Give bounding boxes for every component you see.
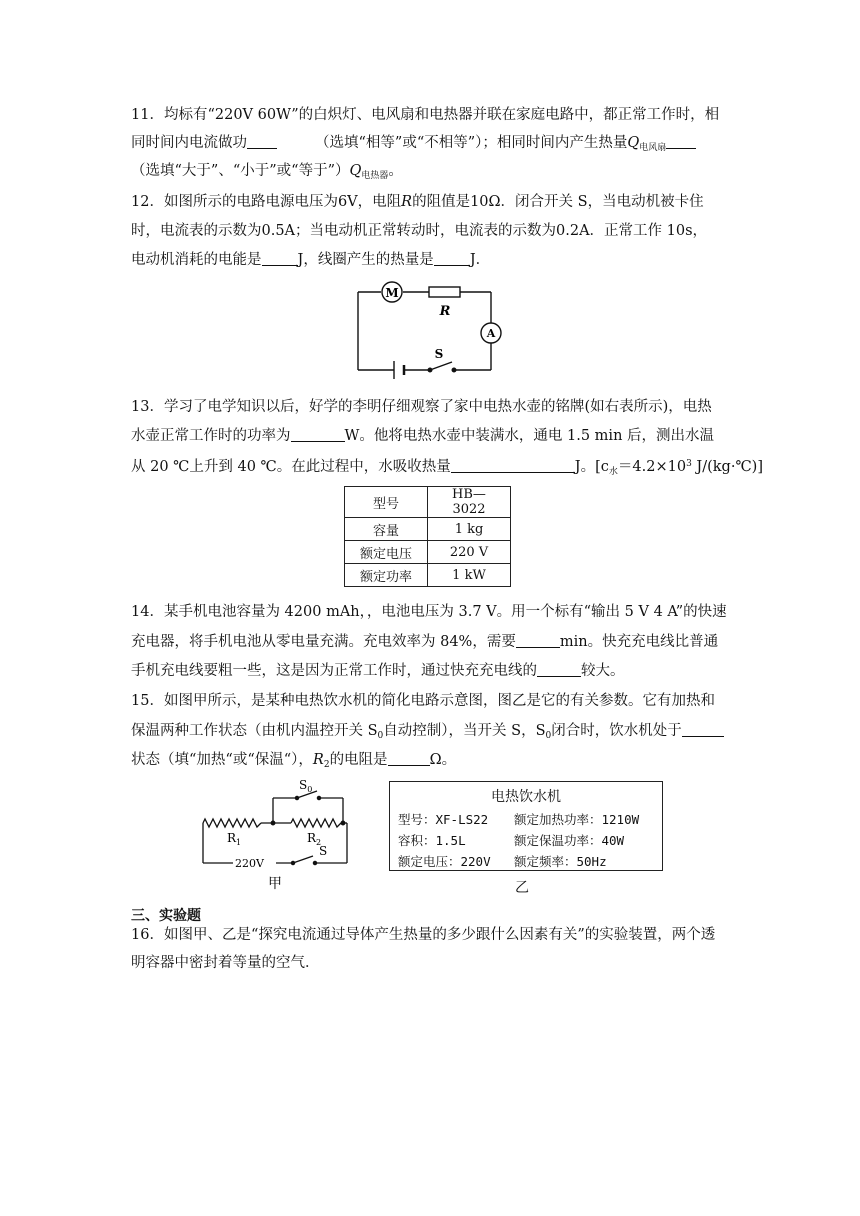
nameplate-row	[398, 831, 662, 849]
s0-subscript: 0	[377, 731, 384, 741]
nameplate-cell: 额定保温功率：40W	[514, 833, 625, 848]
answer-blank[interactable]	[262, 251, 298, 266]
switch-contact	[291, 861, 294, 864]
q15-text: 状态（填“加热“或“保温“），	[131, 752, 313, 768]
q13-text: W。他将电热水壶中装满水，通电 1.5 min 后，测出水温	[344, 428, 715, 444]
nameplate-cell: 额定频率：50Hz	[514, 854, 607, 869]
motor-label: M	[385, 286, 399, 300]
r1-label: $R_1$	[227, 831, 242, 847]
table-row	[345, 487, 511, 518]
q14-line2	[131, 632, 718, 652]
q-symbol: Q	[349, 163, 362, 179]
voltage-label: 220V	[235, 857, 264, 870]
answer-blank[interactable]	[388, 751, 430, 766]
q11-text: （选填“大于”、“小于”或“等于”）	[131, 163, 350, 179]
r-symbol: R	[312, 752, 324, 768]
table-row	[345, 541, 511, 564]
q14-text: 手机充电线要粗一些，这是因为正常工作时，通过快充充电线的	[131, 663, 537, 679]
q12-text: J，线圈产生的热量是	[297, 252, 434, 268]
q14-line1: 14．某手机电池容量为 4200 mAh，，电池电压为 3.7 V。用一个标有“输出 5 V 4 A”的快速	[131, 604, 727, 620]
q13-text: ＝4.2×10	[617, 459, 687, 475]
resistor-r2	[291, 819, 341, 827]
dispenser-circuit-diagram	[195, 776, 355, 892]
q-subscript: 电热器	[361, 171, 389, 181]
kettle-nameplate-table	[344, 486, 511, 587]
table-cell: 型号	[345, 487, 428, 518]
table-cell: HB—3022	[428, 487, 511, 518]
c-subscript: 水	[608, 467, 618, 477]
q15-line3	[131, 750, 456, 775]
q11-text: 。	[388, 163, 403, 179]
q15-text: 自动控制），当开关 S，S	[383, 723, 546, 739]
answer-blank[interactable]	[666, 134, 696, 149]
answer-blank[interactable]	[247, 134, 277, 149]
answer-blank[interactable]	[451, 458, 575, 473]
q11-text: 同时间内电流做功	[131, 135, 247, 151]
q-symbol: Q	[627, 135, 640, 151]
switch-s-blade	[293, 856, 313, 863]
q13-line1: 13．学习了电学知识以后，好学的李明仔细观察了家中电热水壶的铭牌(如右表所示)，电热	[131, 399, 712, 415]
q15-text: 保温两种工作状态（由机内温控开关 S	[131, 723, 378, 739]
q-subscript: 电风扇	[639, 143, 667, 153]
switch-contact	[428, 368, 432, 372]
q11-line3	[131, 161, 403, 186]
section-heading: 三、实验题	[131, 908, 201, 924]
s0-label: $S_0$	[299, 778, 313, 794]
q14-text: 较大。	[581, 663, 625, 679]
table-cell: 1 kg	[428, 518, 511, 541]
answer-blank[interactable]	[682, 722, 724, 737]
answer-blank[interactable]	[537, 662, 581, 677]
table-cell: 1 kW	[428, 564, 511, 587]
q15-text: 的电阻是	[329, 752, 388, 768]
table-row	[345, 518, 511, 541]
r-subscript: 2	[323, 760, 330, 770]
switch-blade	[430, 362, 452, 370]
nameplate-row	[398, 810, 662, 828]
table-cell: 220 V	[428, 541, 511, 564]
junction-dot	[341, 821, 345, 825]
dispenser-nameplate	[389, 781, 663, 871]
q13-text: J/(kg·℃)]	[691, 459, 763, 475]
q13-text: 从 20 ℃上升到 40 ℃。在此过程中，水吸收热量	[131, 459, 451, 475]
answer-blank[interactable]	[434, 251, 470, 266]
switch-contact	[452, 368, 456, 372]
nameplate-title: 电热饮水机	[491, 789, 561, 805]
figure-caption: 乙	[515, 880, 529, 896]
ammeter-label: A	[486, 327, 496, 340]
q16-line1: 16．如图甲、乙是“探究电流通过导体产生热量的多少跟什么因素有关”的实验装置，两个透	[131, 927, 716, 943]
q13-line2	[131, 426, 714, 446]
r2-label: $R_2$	[307, 831, 322, 847]
figure-caption: 甲	[268, 876, 282, 892]
q14-line3	[131, 661, 625, 681]
resistor-label: R	[439, 304, 451, 319]
q14-text: min。快充充电线比普通	[559, 634, 719, 650]
q12-text: 电动机消耗的电能是	[131, 252, 262, 268]
table-cell: 容量	[345, 518, 428, 541]
nameplate-cell: 容积：1.5L	[398, 833, 466, 848]
s-label: S	[319, 844, 328, 858]
q12-line1	[131, 192, 704, 212]
switch-label: S	[434, 347, 444, 361]
q12-text: 12．如图所示的电路电源电压为6V，电阻	[131, 194, 402, 210]
motor-circuit-diagram	[350, 280, 510, 385]
resistor-symbol	[429, 287, 460, 297]
q15-text: 闭合时，饮水机处于	[551, 723, 682, 739]
q15-text: Ω。	[429, 752, 457, 768]
nameplate-cell: 型号：XF-LS22	[398, 812, 489, 827]
table-row	[345, 564, 511, 587]
q11-text: （选填“相等”或“不相等”）；相同时间内产生热量	[315, 135, 628, 151]
q15-line2	[131, 721, 724, 746]
q14-text: 充电器，将手机电池从零电量充满。充电效率为 84%，需要	[131, 634, 516, 650]
resistor-r1	[203, 819, 261, 827]
nameplate-cell: 额定加热功率：1210W	[514, 812, 640, 827]
q12-line3	[131, 250, 490, 270]
q13-text: J。[c	[574, 459, 609, 475]
q12-line2: 时，电流表的示数为0.5A；当电动机正常转动时，电流表的示数为0.2A．正常工作 10s，	[131, 223, 708, 239]
q12-text: 的阻值是10Ω．闭合开关 S，当电动机被卡住	[412, 194, 704, 210]
exponent: 3	[686, 459, 692, 469]
table-cell: 额定功率	[345, 564, 428, 587]
q15-line1: 15．如图甲所示，是某种电热饮水机的简化电路示意图，图乙是它的有关参数。它有加热和	[131, 693, 715, 709]
q12-text: J．	[469, 252, 491, 268]
s0-subscript: 0	[545, 731, 552, 741]
q13-text: 水壶正常工作时的功率为	[131, 428, 291, 444]
q13-line3	[131, 454, 763, 482]
nameplate-row	[398, 852, 662, 870]
answer-blank[interactable]	[516, 633, 560, 648]
switch-contact	[313, 861, 316, 864]
q16-line2: 明容器中密封着等量的空气．	[131, 955, 320, 971]
junction-dot	[271, 821, 275, 825]
q11-line2	[131, 133, 696, 158]
nameplate-cell: 额定电压：220V	[398, 854, 491, 869]
q11-line1: 11．均标有“220V 60W”的白炽灯、电风扇和电热器并联在家庭电路中，都正常工作时，相	[131, 107, 720, 123]
switch-contact	[295, 796, 298, 799]
switch-contact	[317, 796, 320, 799]
answer-blank[interactable]	[291, 427, 345, 442]
table-cell: 额定电压	[345, 541, 428, 564]
r-symbol: R	[401, 194, 413, 210]
